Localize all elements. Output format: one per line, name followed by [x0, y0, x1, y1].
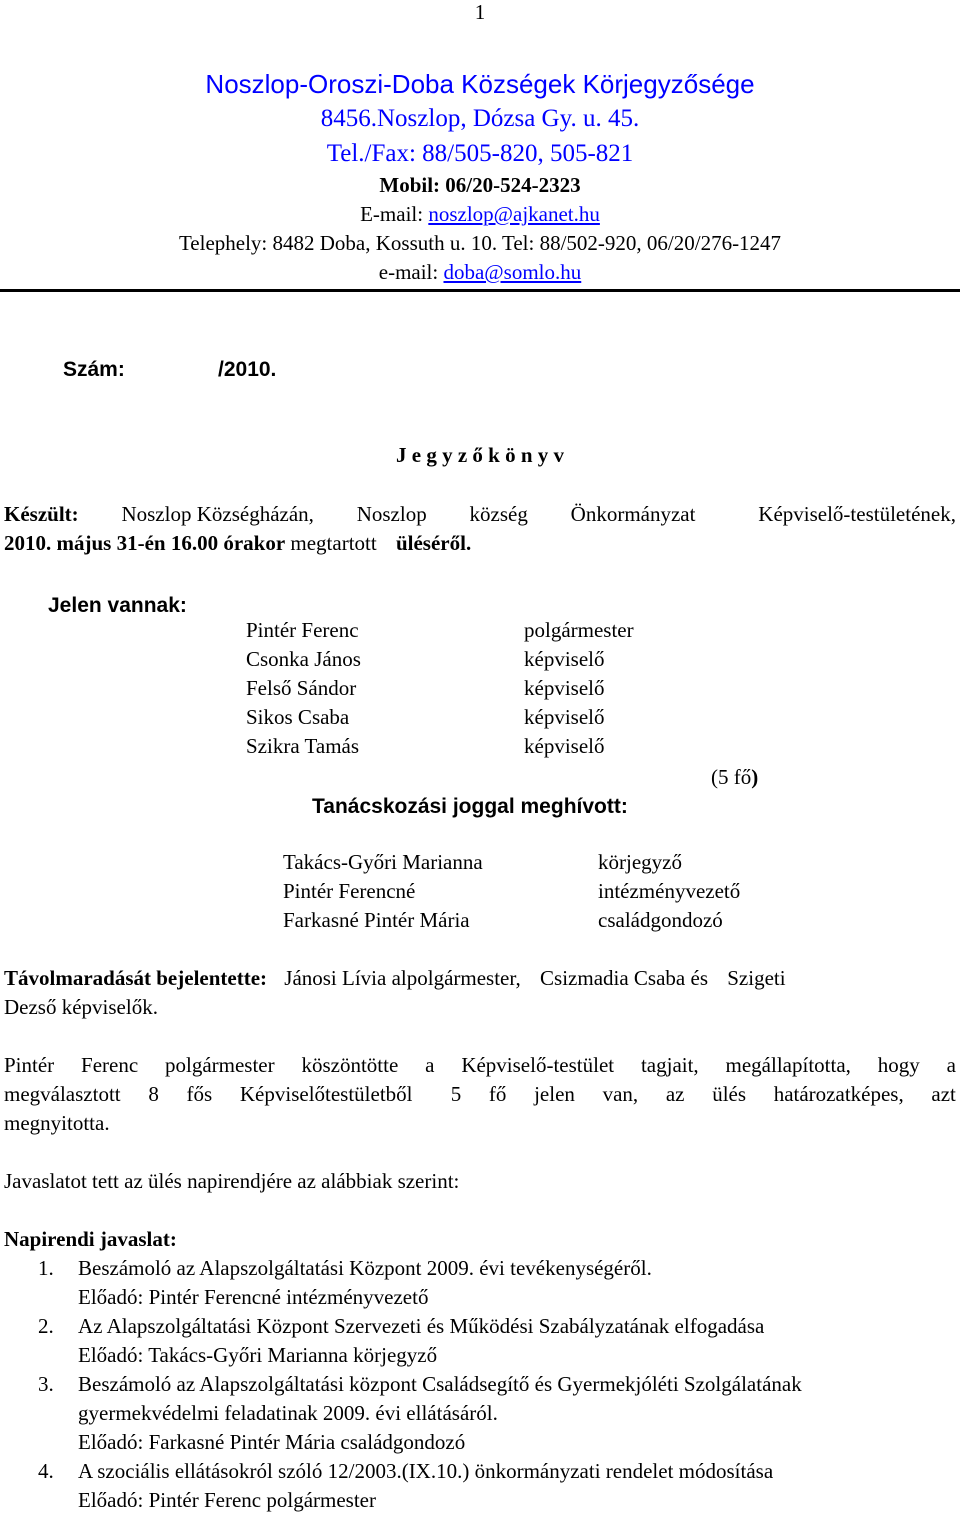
present-name: Csonka János — [246, 647, 361, 671]
advisory-role: intézményvezető — [598, 879, 741, 903]
email-label: E-mail: — [360, 202, 429, 226]
prepared-date: 2010. május 31-én 16.00 órakor — [4, 531, 286, 555]
opening-word: megválasztott — [4, 1082, 121, 1106]
present-role: képviselő — [524, 734, 605, 758]
absent-line-2: Dezső képviselők. — [4, 995, 158, 1019]
absent-word: Jánosi Lívia alpolgármester, — [284, 966, 521, 990]
agenda-item-number: 2. — [38, 1314, 54, 1338]
present-role: képviselő — [524, 647, 605, 671]
present-count-close: ) — [751, 765, 759, 789]
advisory-name: Takács-Győri Marianna — [283, 850, 483, 874]
present-name: Felső Sándor — [246, 676, 357, 700]
prepared-word: község — [469, 502, 528, 526]
prepared-word: Noszlop Községházán, — [121, 502, 314, 526]
present-role: képviselő — [524, 705, 605, 729]
prepared-word: Képviselő-testületének, — [758, 502, 956, 526]
advisory-role: körjegyző — [598, 850, 682, 874]
agenda-item-text: Az Alapszolgáltatási Központ Szervezeti és Működési Szabályzatának elfogadása — [78, 1314, 765, 1338]
email2-link[interactable]: doba@somlo.hu — [443, 260, 582, 284]
absent-word: Csizmadia Csaba és — [540, 966, 708, 990]
org-name: Noszlop-Oroszi-Doba Községek Körjegyzősége — [205, 69, 755, 99]
opening-word: jelen — [534, 1082, 575, 1106]
present-name: Pintér Ferenc — [246, 618, 359, 642]
opening-word: van, — [602, 1082, 639, 1106]
page-number: 1 — [474, 0, 486, 24]
agenda-item-number: 1. — [38, 1256, 54, 1280]
opening-word: Ferenc — [81, 1053, 139, 1077]
prepared-word: Önkormányzat — [570, 502, 696, 526]
present-name: Szikra Tamás — [246, 734, 360, 758]
present-count — [711, 765, 758, 789]
proposal-intro: Javaslatot tett az ülés napirendjére az alábbiak szerint: — [4, 1169, 460, 1193]
prepared-held: megtartott — [290, 531, 377, 555]
absent-label: Távolmaradását bejelentette: — [4, 966, 268, 990]
prepared-meeting: üléséről. — [395, 531, 472, 555]
opening-line-3: megnyitotta. — [4, 1111, 110, 1135]
opening-word: 8 — [148, 1082, 159, 1106]
opening-word: fős — [186, 1082, 213, 1106]
opening-word: polgármester — [165, 1053, 275, 1077]
header-divider — [0, 289, 960, 292]
present-label: Jelen vannak: — [48, 594, 187, 617]
org-email-line — [0, 201, 960, 227]
opening-word: Képviselőtestületből — [239, 1082, 424, 1106]
agenda-item-text: gyermekvédelmi feladatinak 2009. évi ellátásáról. — [78, 1401, 498, 1425]
absent-word: Szigeti — [727, 966, 786, 990]
prepared-line-1 — [4, 502, 956, 526]
advisory-role: családgondozó — [598, 908, 723, 932]
opening-word: tagjait, — [640, 1053, 699, 1077]
prepared-label: Készült: — [4, 502, 79, 526]
email2-label: e-mail: — [378, 260, 444, 284]
agenda-item-text: Beszámoló az Alapszolgáltatási Központ 2009. évi tevékenységéről. — [78, 1256, 652, 1280]
agenda-label: Napirendi javaslat: — [4, 1227, 177, 1251]
agenda-item-text: Beszámoló az Alapszolgáltatási központ Családsegítő és Gyermekjóléti Szolgálatának — [78, 1372, 802, 1396]
opening-line-1 — [4, 1053, 956, 1077]
agenda-item-presenter: Előadó: Pintér Ferencné intézményvezető — [78, 1285, 429, 1309]
agenda-item-presenter: Előadó: Takács-Győri Marianna körjegyző — [78, 1343, 438, 1367]
opening-word: Pintér — [4, 1053, 55, 1077]
advisory-name: Farkasné Pintér Mária — [283, 908, 470, 932]
opening-word: fő — [488, 1082, 507, 1106]
advisory-name: Pintér Ferencné — [283, 879, 416, 903]
opening-word: a — [946, 1053, 956, 1077]
advisory-label: Tanácskozási joggal meghívott: — [312, 795, 628, 818]
agenda-item-text: A szociális ellátásokról szóló 12/2003.(IX.10.) önkormányzati rendelet módosítása — [78, 1459, 774, 1483]
absent-line-1 — [4, 966, 786, 990]
org-email2-line — [0, 259, 960, 285]
opening-word: 5 — [450, 1082, 462, 1106]
present-role: polgármester — [524, 618, 634, 642]
opening-word: a — [425, 1053, 435, 1077]
number-value: /2010. — [218, 358, 277, 381]
agenda-item-presenter: Előadó: Pintér Ferenc polgármester — [78, 1488, 376, 1512]
opening-word: Képviselő-testület — [461, 1053, 615, 1077]
present-name: Sikos Csaba — [246, 705, 350, 729]
opening-word: ülés — [712, 1082, 747, 1106]
opening-word: határozatképes, — [773, 1082, 904, 1106]
number-label: Szám: — [63, 358, 125, 381]
prepared-line-2 — [4, 531, 471, 555]
org-telfax: Tel./Fax: 88/505-820, 505-821 — [326, 140, 634, 167]
opening-word: köszöntötte — [301, 1053, 399, 1077]
org-mobile: Mobil: 06/20-524-2323 — [379, 173, 581, 197]
agenda-item-number: 3. — [38, 1372, 54, 1396]
agenda-item-presenter: Előadó: Farkasné Pintér Mária családgondozó — [78, 1430, 466, 1454]
document-title: J e g y z ő k ö n y v — [396, 443, 564, 467]
opening-word: azt — [931, 1082, 956, 1106]
org-site: Telephely: 8482 Doba, Kossuth u. 10. Tel: 88/502-920, 06/20/276-1247 — [178, 231, 782, 255]
org-address: 8456.Noszlop, Dózsa Gy. u. 45. — [320, 105, 640, 132]
email-link[interactable]: noszlop@ajkanet.hu — [428, 202, 600, 226]
present-count-text: (5 fő — [711, 765, 752, 789]
opening-word: hogy — [877, 1053, 920, 1077]
opening-word: az — [665, 1082, 685, 1106]
present-role: képviselő — [524, 676, 605, 700]
opening-line-2 — [4, 1082, 956, 1106]
prepared-word: Noszlop — [356, 502, 427, 526]
agenda-item-number: 4. — [38, 1459, 54, 1483]
opening-word: megállapította, — [725, 1053, 851, 1077]
